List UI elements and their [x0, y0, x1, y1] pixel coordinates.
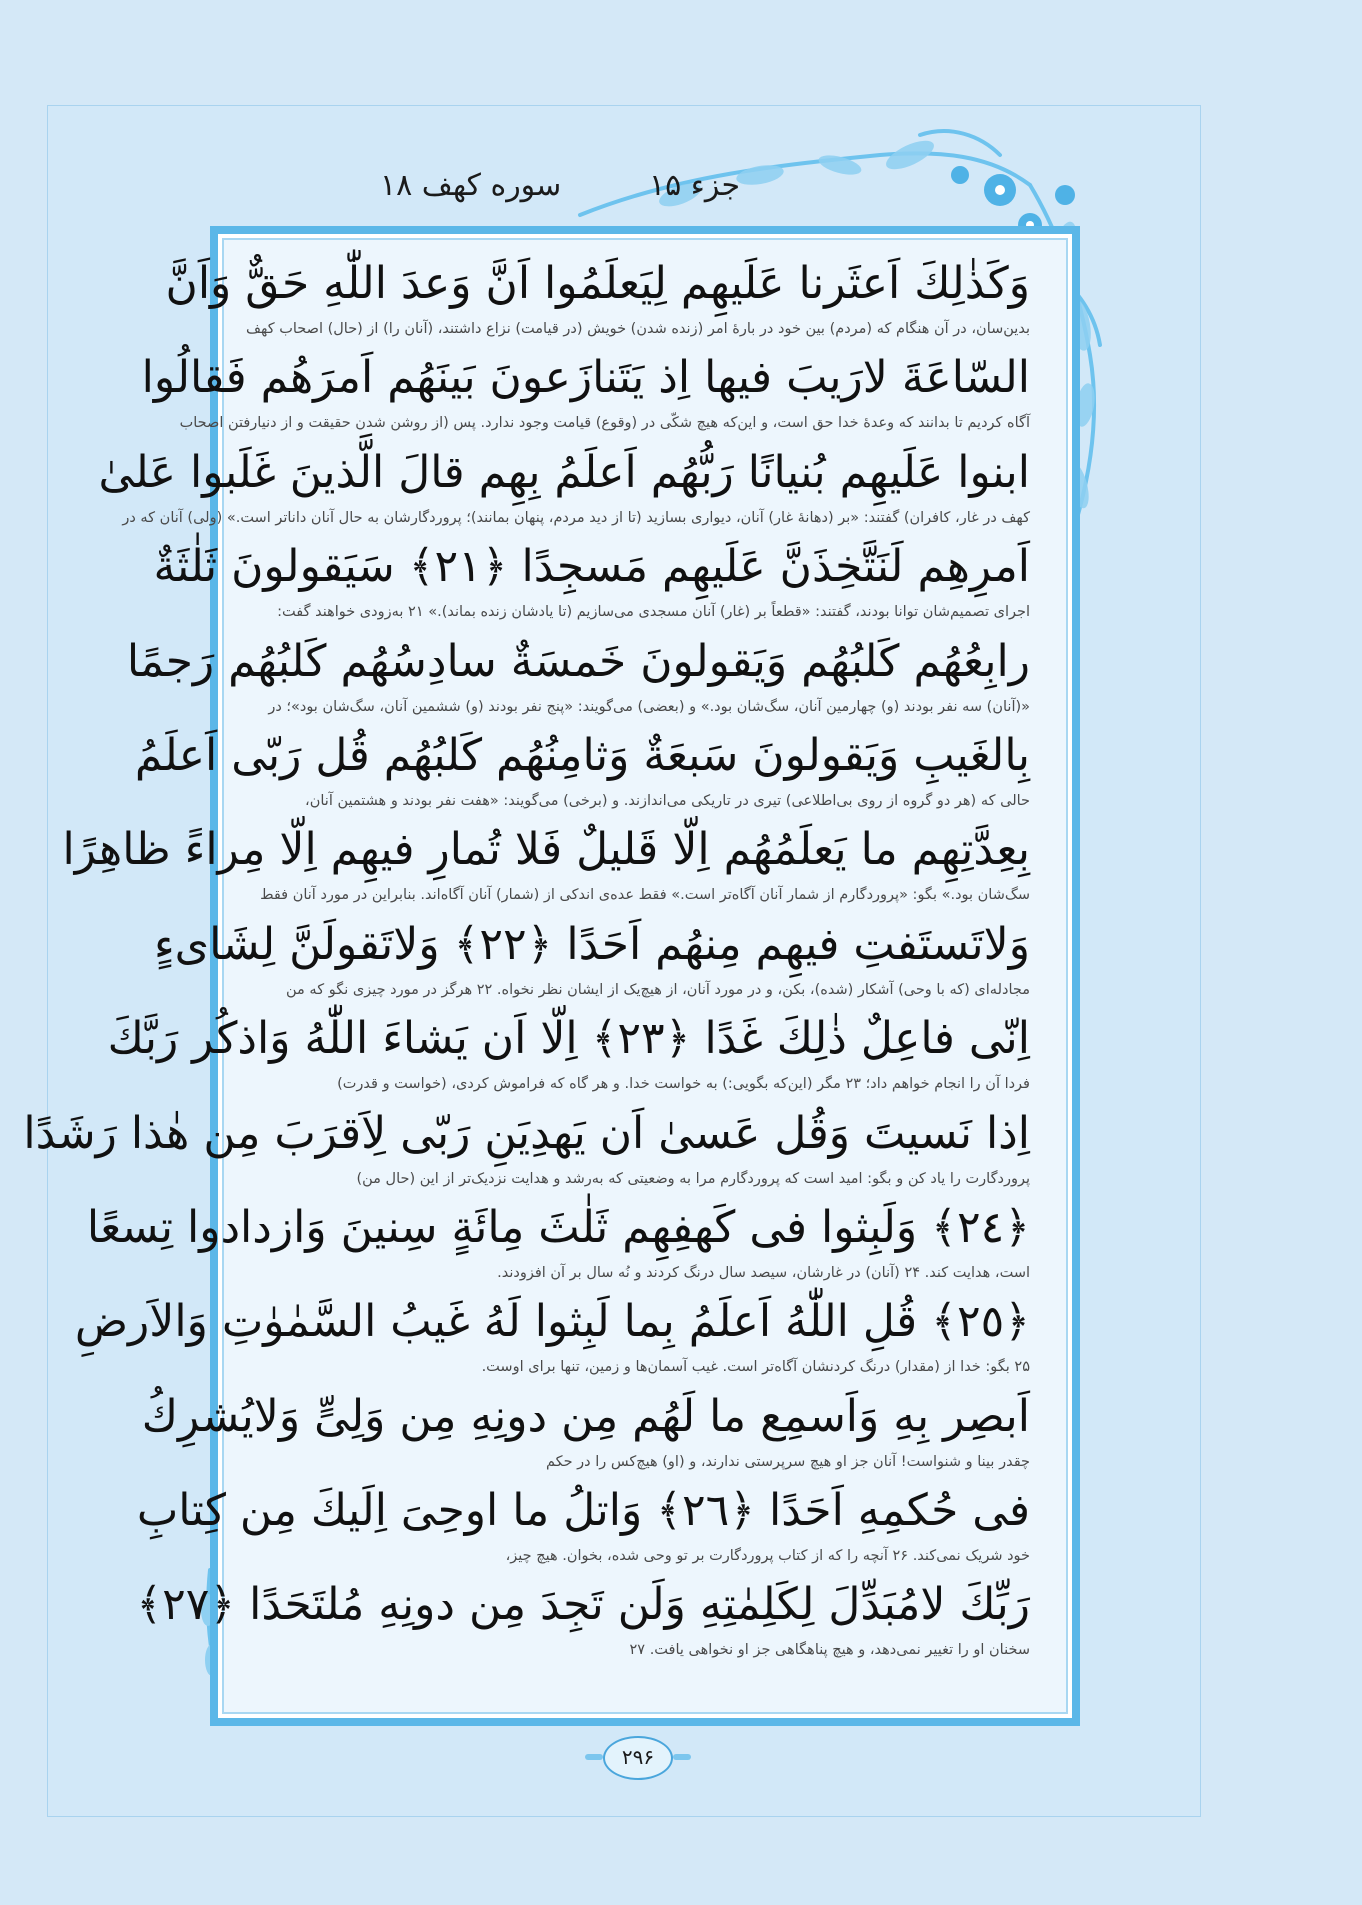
arabic-line: رابِعُهُم كَلبُهُم وَيَقولونَ خَمسَةٌ سادِسُهُم كَلبُهُم رَجمًا	[126, 635, 1030, 687]
surah-label: سوره کهف ۱۸	[380, 168, 562, 203]
persian-translation: خود شریک نمی‌کند. ۲۶ آنچه را که از کتاب پروردگارت بر تو وحی شده، بخوان. هیچ چیز،	[505, 1548, 1030, 1565]
arabic-line: بِعِدَّتِهِم ما يَعلَمُهُم اِلّا قَليلٌ فَلا تُمارِ فيهِم اِلّا مِراءً ظاهِرًا	[62, 824, 1030, 876]
verse-row	[62, 818, 1030, 912]
page-header	[380, 168, 740, 218]
persian-translation: سخنان او را تغییر نمی‌دهد، و هیچ پناهگاهی جز او نخواهی یافت. ۲۷	[629, 1642, 1030, 1659]
verse-row	[74, 1290, 1030, 1384]
verse-row	[165, 252, 1030, 346]
verse-row	[134, 724, 1030, 818]
verse-row	[126, 630, 1030, 724]
persian-translation: پروردگارت را یاد کن و بگو: امید است که پروردگارم مرا به وضعیتی که به‌رشد و هدایت نزدیک‌تر از این (حال من)	[356, 1170, 1030, 1187]
persian-translation: اجرای تصمیم‌شان توانا بودند، گفتند: «قطعاً بر (غار) آنان مسجدی می‌سازیم (تا یادشان زنده بماند).» ۲۱ به‌زودی خواهند گفت:	[277, 604, 1030, 621]
verse-row	[136, 1479, 1030, 1573]
persian-translation: بدین‌سان، در آن هنگام که (مردم) بین خود در بارۀ امر (زنده شدن) خویش (در قیامت) نزاع داشتند، (آنان را) از (حال) اصحاب کهف	[246, 321, 1030, 337]
arabic-line: ﴿٢٥﴾ قُلِ اللّٰهُ اَعلَمُ بِما لَبِثوا لَهُ غَيبُ السَّمٰوٰتِ وَالاَرضِ	[74, 1296, 1030, 1348]
arabic-line: السّاعَةَ لارَيبَ فيها اِذ يَتَنازَعونَ بَينَهُم اَمرَهُم فَقالُوا	[141, 352, 1030, 404]
arabic-line: اِذا نَسيتَ وَقُل عَسىٰ اَن يَهدِيَنِ رَبّى لِاَقرَبَ مِن هٰذا رَشَدًا	[23, 1107, 1030, 1159]
persian-translation: فردا آن را انجام خواهم داد؛ ۲۳ مگر (این‌که بگویی:) به خواست خدا. و هر گاه که فراموش کردی، (خواست و قدرت)	[337, 1076, 1030, 1093]
verse-row	[136, 1573, 1030, 1667]
arabic-line: فى حُكمِهِ اَحَدًا ﴿٢٦﴾ وَاتلُ ما اوحِىَ اِلَيكَ مِن كِتابِ	[136, 1485, 1030, 1537]
persian-translation: سگ‌شان بود.» بگو: «پروردگارم از شمار آنان آگاه‌تر است.» فقط عده‌ی اندکی از (شمار) آنان آگاه‌اند. بنابراین در مورد آنان فقط	[260, 887, 1030, 904]
persian-translation: مجادله‌ای (که با وحی) آشکار (شده)، بکن، و در مورد آنان، از هیچ‌یک از ایشان نظر نخواه. ۲۲ هرگز در مورد چیزی نگو که من	[286, 981, 1030, 998]
arabic-line: رَبِّكَ لامُبَدِّلَ لِكَلِمٰتِهِ وَلَن تَجِدَ مِن دونِهِ مُلتَحَدًا ﴿٢٧﴾	[136, 1579, 1030, 1631]
verse-row	[23, 1102, 1030, 1196]
verse-list	[23, 252, 1030, 1668]
verse-row	[153, 535, 1030, 629]
verse-row	[153, 913, 1030, 1007]
page-number-badge	[603, 1736, 673, 1780]
verse-row	[107, 1007, 1030, 1101]
persian-translation: است، هدایت کند. ۲۴ (آنان) در غارشان، سیصد سال درنگ کردند و نُه سال بر آن افزودند.	[497, 1264, 1030, 1281]
arabic-line: بِالغَيبِ وَيَقولونَ سَبعَةٌ وَثامِنُهُم كَلبُهُم قُل رَبّى اَعلَمُ	[134, 729, 1030, 781]
verse-row	[86, 1196, 1030, 1290]
verse-row	[98, 441, 1030, 535]
arabic-line: وَكَذٰلِكَ اَعثَرنا عَلَيهِم لِيَعلَمُوا اَنَّ وَعدَ اللّٰهِ حَقٌّ وَاَنَّ	[165, 258, 1030, 309]
verse-row	[141, 1385, 1030, 1479]
persian-translation: آگاه کردیم تا بدانند که وعدۀ خدا حق است، و این‌که هیچ شکّی در (وقوع) قیامت وجود ندارد. پس (از روشن شدن حقیقت و از دنیارفتن اصحاب	[179, 415, 1030, 432]
persian-translation: کهف در غار، کافران) گفتند: «بر (دهانۀ غار) آنان، دیواری بسازید (تا از دید مردم، پنهان بمانند)؛ پروردگارشان به حال آنان داناتر است.» (ولی) آنان که در	[122, 509, 1030, 526]
arabic-line: اِنّى فاعِلٌ ذٰلِكَ غَدًا ﴿٢٣﴾ اِلّا اَن يَشاءَ اللّٰهُ وَاذكُر رَبَّكَ	[107, 1013, 1030, 1065]
persian-translation: حالی که (هر دو گروه از روی بی‌اطلاعی) تیری در تاریکی می‌اندازند. و (برخی) می‌گویند: «هفت نفر بودند و هشتمین آنان،	[305, 792, 1030, 809]
verse-row	[141, 346, 1030, 440]
persian-translation: چقدر بینا و شنواست! آنان جز او هیچ سرپرستی ندارند، و (او) هیچ‌کس را در حکم	[545, 1453, 1030, 1470]
arabic-line: ابنوا عَلَيهِم بُنيانًا رَبُّهُم اَعلَمُ بِهِم قالَ الَّذينَ غَلَبوا عَلىٰ	[98, 446, 1030, 498]
arabic-line: ﴿٢٤﴾ وَلَبِثوا فى كَهفِهِم ثَلٰثَ مِائَةٍ سِنينَ وَازدادوا تِسعًا	[86, 1201, 1030, 1253]
juz-label: جزء ۱۵	[649, 168, 740, 203]
arabic-line: وَلاتَستَفتِ فيهِم مِنهُم اَحَدًا ﴿٢٢﴾ وَلاتَقولَنَّ لِشَاىءٍ	[153, 918, 1030, 970]
persian-translation: «(آنان) سه نفر بودند (و) چهارمین آنان، سگ‌شان بود.» و (بعضی) می‌گویند: «پنج نفر بودند (و) ششمین آنان، سگ‌شان بود»؛ در	[268, 698, 1030, 715]
arabic-line: اَمرِهِم لَنَتَّخِذَنَّ عَلَيهِم مَسجِدًا ﴿٢١﴾ سَيَقولونَ ثَلٰثَةٌ	[153, 541, 1030, 593]
persian-translation: ۲۵ بگو: خدا از (مقدار) درنگ کردنشان آگاه‌تر است. غیب آسمان‌ها و زمین، تنها برای اوست.	[481, 1359, 1030, 1376]
page-number: ۲۹۶	[621, 1745, 655, 1769]
arabic-line: اَبصِر بِهِ وَاَسمِع ما لَهُم مِن دونِهِ مِن وَلِىٍّ وَلايُشرِكُ	[141, 1390, 1030, 1442]
